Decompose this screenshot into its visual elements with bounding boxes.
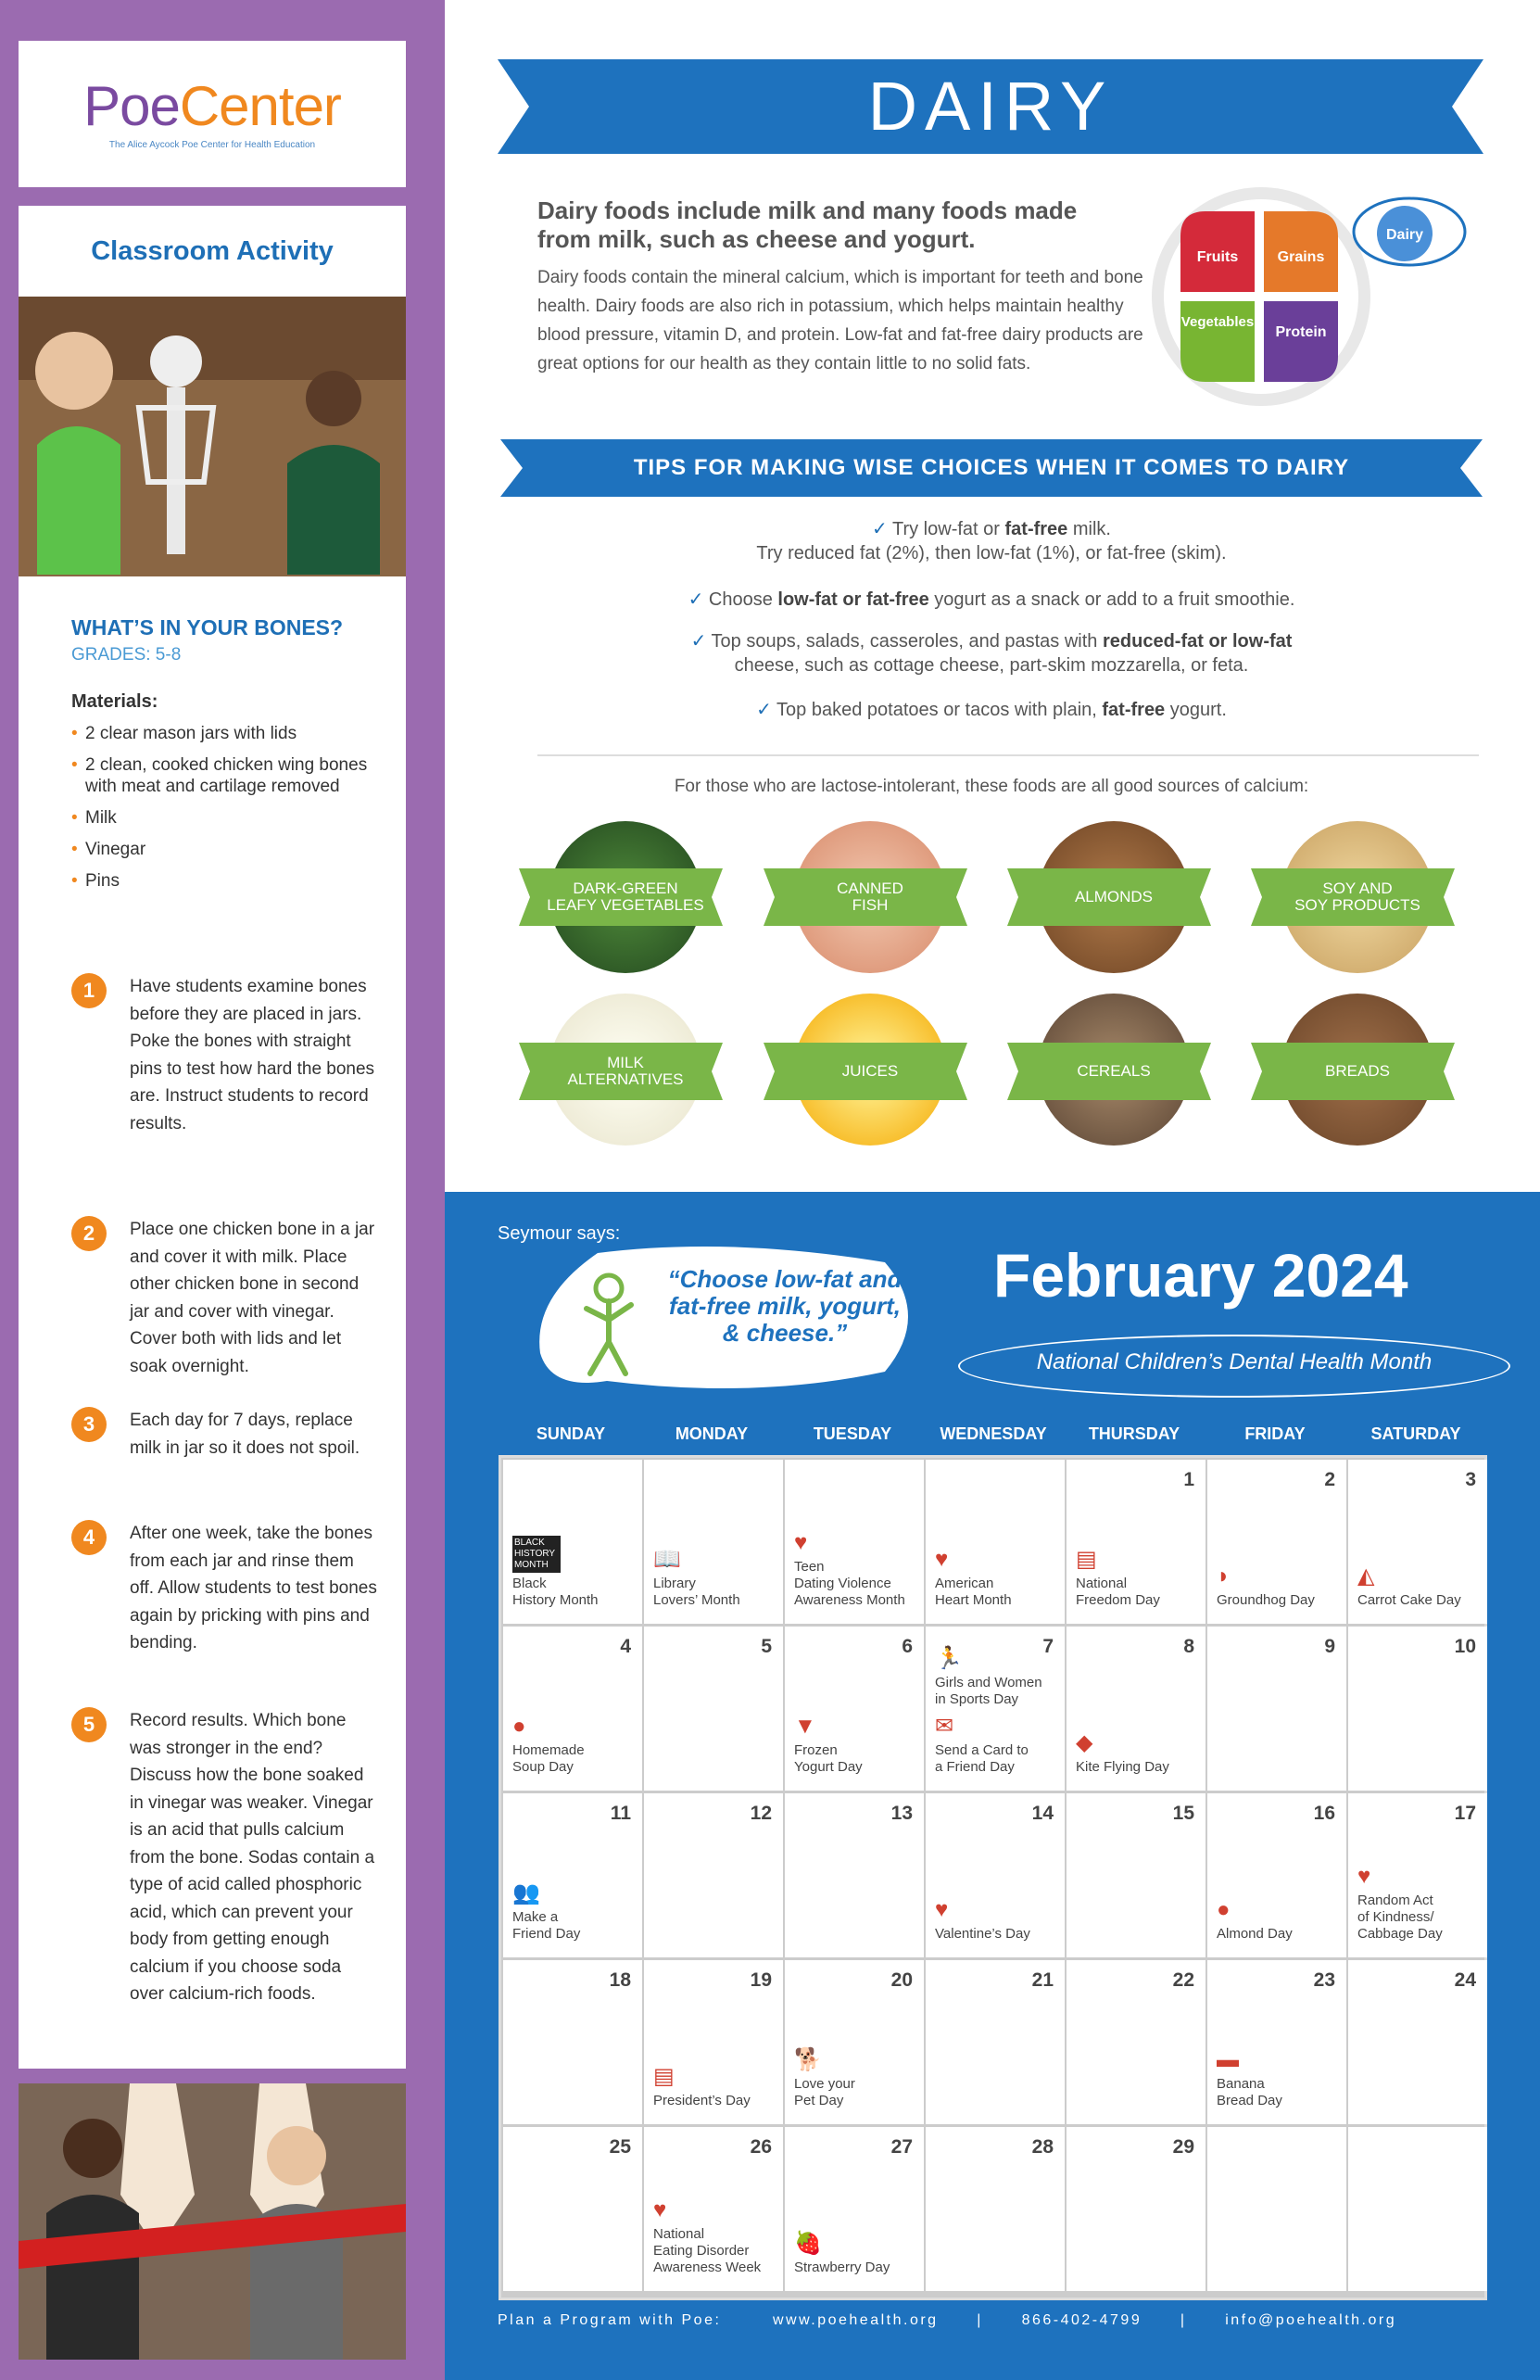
event-label: Banana Bread Day <box>1217 2076 1282 2108</box>
calendar-day-cell <box>926 2127 1065 2291</box>
tip-text: Choose <box>703 589 778 610</box>
calendar-day-cell <box>1067 1960 1205 2124</box>
tip-text: milk. <box>1067 519 1111 539</box>
calendar-day-cell <box>503 1627 642 1791</box>
day-header: TUESDAY <box>813 1424 892 1443</box>
event-label: Strawberry Day <box>794 2260 890 2275</box>
event-list <box>794 2231 924 2282</box>
event-icon: ♥ <box>653 2197 667 2222</box>
day-header: THURSDAY <box>1088 1424 1180 1443</box>
activity-title: WHAT’S IN YOUR BONES? <box>71 615 344 639</box>
plate-fruits-label: Fruits <box>1196 249 1239 265</box>
food-label: MILK ALTERNATIVES <box>567 1054 684 1088</box>
calendar-day-cell <box>503 1960 642 2124</box>
event-label: Carrot Cake Day <box>1357 1592 1461 1608</box>
check-icon: ✓ <box>688 589 704 610</box>
footer-contact: Plan a Program with Poe: www.poehealth.org | 866-402-4799 | info@poehealth.org <box>498 2312 1397 2328</box>
calendar-day-cell <box>785 1793 924 1957</box>
activity-panel <box>19 206 406 2069</box>
event-icon: ▬ <box>1217 2047 1239 2072</box>
tip-4 <box>519 698 1464 722</box>
event-icon: 📖 <box>653 1547 681 1572</box>
check-icon: ✓ <box>690 631 707 652</box>
day-number: 2 <box>1324 1469 1335 1490</box>
skeleton-classroom-photo <box>19 297 406 576</box>
event-label: Send a Card to a Friend Day <box>935 1742 1029 1775</box>
calendar-day-cell <box>1348 1793 1487 1957</box>
event-list <box>1217 1563 1346 1614</box>
calendar-day-cell <box>1067 2127 1205 2291</box>
day-number: 4 <box>620 1636 631 1657</box>
day-number: 11 <box>610 1803 631 1824</box>
step-text: Have students examine bones before they are placed in jars. Poke the bones with straight pins to test how hard the bones are. Instruct students to record results. <box>130 977 375 1133</box>
materials-item: • Milk <box>71 807 368 829</box>
calendar-day-cell <box>644 1460 783 1624</box>
calendar-day-cell <box>1348 1627 1487 1791</box>
check-icon: ✓ <box>872 519 888 539</box>
calendar-day-cell <box>503 1793 642 1957</box>
event-list <box>653 2197 783 2282</box>
day-header: WEDNESDAY <box>940 1424 1047 1443</box>
day-number: 7 <box>1042 1636 1054 1657</box>
step-number: 3 <box>71 1407 107 1442</box>
event-list <box>794 1714 924 1781</box>
calendar-day-cell <box>926 1460 1065 1624</box>
event-label: National Freedom Day <box>1076 1576 1160 1608</box>
food-label: SOY AND SOY PRODUCTS <box>1294 880 1420 914</box>
logo-text-center: Center <box>179 74 341 137</box>
event-list <box>1357 1563 1487 1614</box>
seymour-quote: “Choose low-fat and fat-free milk, yogurt, & cheese.” <box>667 1265 903 1347</box>
calendar-day-cell <box>1207 2127 1346 2291</box>
calendar-day-cell <box>785 1460 924 1624</box>
day-header: FRIDAY <box>1244 1424 1306 1443</box>
plate-grains-label: Grains <box>1277 249 1325 265</box>
event-list <box>794 1530 924 1614</box>
event-list <box>794 2047 924 2115</box>
calendar-day-cell <box>1067 1627 1205 1791</box>
event-icon: ◭ <box>1357 1563 1375 1589</box>
day-number: 18 <box>609 1969 631 1991</box>
day-number: 15 <box>1172 1803 1194 1824</box>
event-label: Homemade Soup Day <box>512 1742 585 1775</box>
tips-heading: TIPS FOR MAKING WISE CHOICES WHEN IT COMES TO DAIRY <box>633 455 1350 480</box>
day-number: 21 <box>1031 1969 1054 1991</box>
myplate-graphic <box>1145 185 1507 408</box>
event-label: Girls and Women in Sports Day <box>935 1675 1042 1707</box>
logo <box>19 41 406 187</box>
section-divider <box>537 754 1479 756</box>
calendar-day-cell <box>1067 1460 1205 1624</box>
step-number: 2 <box>71 1216 107 1251</box>
plate-protein-label: Protein <box>1275 324 1327 340</box>
toothbrush-kids-photo <box>19 2083 406 2360</box>
calendar-day-cell <box>644 1627 783 1791</box>
tip-bold: low-fat or fat-free <box>777 589 929 610</box>
day-number: 25 <box>609 2136 631 2158</box>
day-header: SUNDAY <box>536 1424 606 1443</box>
check-icon: ✓ <box>756 700 772 720</box>
skeleton-photo-illustration <box>19 297 406 576</box>
day-number: 20 <box>890 1969 913 1991</box>
intro-paragraph: Dairy foods contain the mineral calcium, which is important for teeth and bone health. Dairy foods are also rich in potassium, which helps maintain healthy blood pressure, vitamin D, and protein. Low-fat and fat-free dairy products are great options for our health as they contain little to no solid fats. <box>537 268 1143 373</box>
event-label: American Heart Month <box>935 1576 1012 1608</box>
materials-item: • Pins <box>71 870 368 892</box>
step-number: 5 <box>71 1707 107 1742</box>
step-text: Record results. Which bone was stronger in the end? Discuss how the bone soaked in vinegar was weaker. Vinegar is an acid that pulls calcium from the bone. Sodas contain a type of acid called phosphoric acid, which can prevent your body from getting enough calcium if you choose soda over calcium-rich foods. <box>130 1711 375 2004</box>
calendar-grid <box>499 1455 1487 2300</box>
grades-label: GRADES: 5-8 <box>71 645 182 665</box>
calendar-month-title: February 2024 <box>993 1241 1408 1310</box>
plate-vegetables-label: Vegetables <box>1180 314 1255 330</box>
calendar-day-cell <box>1348 1960 1487 2124</box>
food-label: BREADS <box>1325 1062 1390 1080</box>
food-label: CANNED FISH <box>837 880 903 914</box>
day-number: 28 <box>1031 2136 1054 2158</box>
day-number: 16 <box>1313 1803 1335 1824</box>
day-number: 27 <box>890 2136 913 2158</box>
event-list <box>512 1714 642 1781</box>
calendar-day-cell <box>644 1960 783 2124</box>
calendar-day-cell <box>1207 1460 1346 1624</box>
event-icon: ♥ <box>794 1530 808 1555</box>
kids-photo-illustration <box>19 2083 406 2360</box>
event-icon: ✉ <box>935 1714 954 1739</box>
food-label: JUICES <box>841 1062 899 1080</box>
day-number: 19 <box>750 1969 772 1991</box>
event-list <box>935 1646 1065 1781</box>
calendar-day-cell <box>1207 1627 1346 1791</box>
day-number: 13 <box>890 1803 913 1824</box>
event-list <box>653 1547 783 1614</box>
step-number: 1 <box>71 973 107 1008</box>
calendar-day-cell <box>644 2127 783 2291</box>
calendar-day-cell <box>644 1793 783 1957</box>
event-list <box>1217 1897 1346 1948</box>
event-icon: ▤ <box>1076 1547 1097 1572</box>
logo-subtitle: The Alice Aycock Poe Center for Health Education <box>108 139 316 150</box>
event-icon: 🍓 <box>794 2231 822 2256</box>
tip-bold: fat-free <box>1102 700 1166 720</box>
calendar-day-cell <box>785 1627 924 1791</box>
day-number: 6 <box>902 1636 913 1657</box>
materials-label: Materials: <box>71 691 158 712</box>
calendar-subtitle: National Children’s Dental Health Month <box>1036 1349 1433 1374</box>
event-icon: ● <box>1217 1897 1231 1922</box>
tip-text: yogurt as a snack or add to a fruit smoothie. <box>928 589 1295 610</box>
logo-text-poe: Poe <box>83 74 180 137</box>
event-list <box>935 1547 1065 1614</box>
tip-bold: fat-free <box>1004 519 1068 539</box>
event-label: Frozen Yogurt Day <box>794 1742 863 1775</box>
day-number: 3 <box>1465 1469 1476 1490</box>
calendar-day-cell <box>503 1460 642 1624</box>
materials-item: • 2 clean, cooked chicken wing bones with meat and cartilage removed <box>71 754 368 797</box>
plate-dairy-label: Dairy <box>1385 227 1424 243</box>
page-title: DAIRY <box>867 68 1114 145</box>
calendar-day-cell <box>503 2127 642 2291</box>
day-number: 9 <box>1324 1636 1335 1657</box>
event-label: Black History Month <box>512 1576 599 1608</box>
event-list <box>935 1897 1065 1948</box>
tip-bold: reduced-fat or low-fat <box>1102 631 1293 652</box>
day-number: 17 <box>1454 1803 1476 1824</box>
day-number: 24 <box>1454 1969 1476 1991</box>
lactose-intro: For those who are lactose-intolerant, these foods are all good sources of calcium: <box>674 777 1309 796</box>
step-text: Place one chicken bone in a jar and cover it with milk. Place other chicken bone in second jar and cover with vinegar. Cover both with lids and let soak overnight. <box>130 1220 375 1376</box>
calendar-day-cell <box>1348 1460 1487 1624</box>
event-label: Kite Flying Day <box>1076 1759 1169 1775</box>
event-icon: ♥ <box>935 1897 949 1922</box>
day-number: 1 <box>1183 1469 1194 1490</box>
event-label: Love your Pet Day <box>794 2076 855 2108</box>
event-icon: ▤ <box>653 2064 675 2089</box>
step-number: 4 <box>71 1520 107 1555</box>
tip-text: Try low-fat or <box>887 519 1005 539</box>
event-list <box>1217 2047 1346 2115</box>
day-number: 29 <box>1172 2136 1194 2158</box>
calendar-day-cell <box>1348 2127 1487 2291</box>
food-label: DARK-GREEN LEAFY VEGETABLES <box>547 880 704 914</box>
calendar-day-cell <box>1207 1793 1346 1957</box>
materials-item: • Vinegar <box>71 839 368 860</box>
food-label: ALMONDS <box>1074 888 1154 905</box>
materials-list <box>71 723 368 902</box>
tip-text: yogurt. <box>1165 700 1227 720</box>
calendar-day-cell <box>1067 1793 1205 1957</box>
event-icon: ▼ <box>794 1714 816 1739</box>
day-number: 23 <box>1313 1969 1335 1991</box>
event-label: Make a Friend Day <box>512 1909 581 1942</box>
event-label: National Eating Disorder Awareness Week <box>653 2226 762 2275</box>
event-label: Random Act of Kindness/ Cabbage Day <box>1357 1893 1443 1942</box>
event-list <box>1357 1864 1487 1948</box>
day-number: 14 <box>1031 1803 1054 1824</box>
day-header: SATURDAY <box>1370 1424 1461 1443</box>
step-text: After one week, take the bones from each jar and rinse them off. Allow students to test bones again by pricking with pins and bending. <box>130 1524 377 1652</box>
event-list <box>512 1536 642 1614</box>
event-icon: ◗ <box>1217 1563 1231 1589</box>
calendar-day-cell <box>1207 1960 1346 2124</box>
event-label: Almond Day <box>1217 1926 1293 1942</box>
tip-1 <box>519 517 1464 565</box>
day-number: 26 <box>750 2136 772 2158</box>
event-icon: ● <box>512 1714 526 1739</box>
event-label: Valentine’s Day <box>935 1926 1030 1942</box>
event-icon: ◆ <box>1076 1730 1093 1755</box>
event-icon: 🏃 <box>935 1646 963 1671</box>
tip-text: cheese, such as cottage cheese, part-skim mozzarella, or feta. <box>734 655 1249 676</box>
event-icon: ♥ <box>935 1547 949 1572</box>
day-number: 8 <box>1183 1636 1194 1657</box>
event-list <box>1076 1547 1205 1614</box>
event-label: President’s Day <box>653 2093 751 2108</box>
day-header: MONDAY <box>675 1424 749 1443</box>
tip-text: Try reduced fat (2%), then low-fat (1%), or fat-free (skim). <box>756 543 1227 563</box>
event-label: Groundhog Day <box>1217 1592 1315 1608</box>
day-number: 12 <box>750 1803 772 1824</box>
step-text: Each day for 7 days, replace milk in jar so it does not spoil. <box>130 1411 360 1458</box>
event-list <box>1076 1730 1205 1781</box>
day-number: 5 <box>761 1636 772 1657</box>
day-number: 10 <box>1454 1636 1476 1657</box>
day-number: 22 <box>1172 1969 1194 1991</box>
event-icon: ♥ <box>1357 1864 1371 1889</box>
seymour-label: Seymour says: <box>498 1223 621 1244</box>
calendar-day-cell <box>926 1627 1065 1791</box>
tip-2 <box>519 588 1464 612</box>
event-list <box>512 1880 642 1948</box>
event-icon: 👥 <box>512 1880 540 1905</box>
calendar-day-cell <box>926 1960 1065 2124</box>
event-list <box>653 2064 783 2115</box>
intro-heading: Dairy foods include milk and many foods made from milk, such as cheese and yogurt. <box>537 196 1078 253</box>
event-icon: BLACK HISTORY MONTH <box>512 1536 561 1573</box>
tip-3 <box>519 629 1464 677</box>
calendar-day-cell <box>785 2127 924 2291</box>
event-label: Library Lovers’ Month <box>653 1576 740 1608</box>
activity-heading: Classroom Activity <box>91 236 334 266</box>
materials-item: • 2 clear mason jars with lids <box>71 723 368 744</box>
calendar-day-cell <box>785 1960 924 2124</box>
event-label: Teen Dating Violence Awareness Month <box>794 1559 905 1608</box>
tip-text: Top soups, salads, casseroles, and pastas with <box>706 631 1103 652</box>
food-label: CEREALS <box>1077 1062 1151 1080</box>
tip-text: Top baked potatoes or tacos with plain, <box>771 700 1103 720</box>
event-icon: 🐕 <box>794 2047 822 2072</box>
calendar-day-cell <box>926 1793 1065 1957</box>
